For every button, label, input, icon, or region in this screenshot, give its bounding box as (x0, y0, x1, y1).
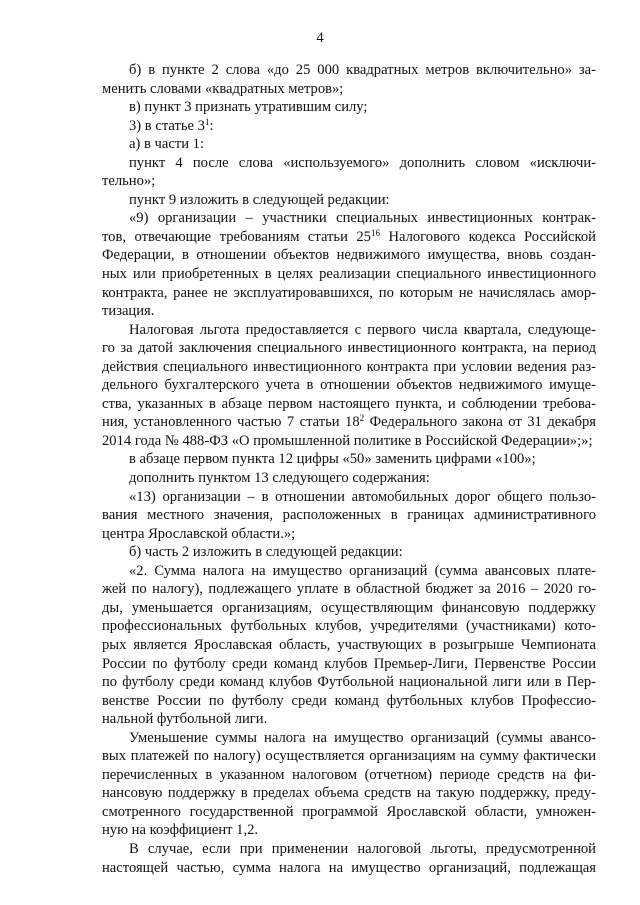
text-line: б) в пункте 2 слова «до 25 000 квадратных метров включительно» за- (129, 62, 596, 78)
text-segment: Федерального закона от 31 декабря (364, 414, 597, 431)
text-line: «9) организации – участники специальных инвестиционных контрак- (129, 210, 596, 227)
text-line: действия специального инвестиционного контракта при условии ведения раз- (102, 358, 596, 375)
text-segment: : (209, 117, 214, 134)
text-line: Налоговая льгота предоставляется с первого числа квартала, следующе- (129, 321, 596, 338)
text-line: жей по налогу), подлежащего уплате в областной бюджет за 2016 – 2020 го- (102, 581, 596, 598)
text-line: а) в части 1: (129, 136, 205, 153)
text-segment: Налогового кодекса Российской (379, 228, 596, 245)
text-line: «2. Сумма налога на имущество организаций (сумма авансовых плате- (129, 562, 596, 579)
text-line: нальной футбольной лиги. (102, 711, 268, 728)
text-line: Федерации, в отношении объектов недвижимого имущества, вновь создан- (102, 247, 596, 264)
text-line: тизация. (102, 303, 155, 320)
text-line: пункт 9 изложить в следующей редакции: (129, 191, 390, 208)
text-line: нансовую поддержку в пределах объема средств на такую поддержку, преду- (102, 785, 596, 802)
superscript: 1 (204, 116, 210, 127)
text-segment: тов, отвечающие требованиям статьи 25 (102, 228, 371, 245)
page-number: 4 (316, 30, 324, 46)
text-line: настоящей частью, сумма налога на имущество организаций, подлежащая (102, 859, 596, 876)
text-segment: ния, установленного частью 7 статьи 18 (102, 414, 360, 431)
text-segment: 3) в статье 3 (129, 117, 205, 134)
text-line: «13) организации – в отношении автомобильных дорог общего пользо- (129, 488, 596, 505)
text-line: в абзаце первом пункта 12 цифры «50» заменить цифрами «100»; (129, 451, 536, 468)
text-line: 2014 года № 488-ФЗ «О промышленной политике в Российской Федерации»;»; (102, 432, 593, 449)
text-line: контракта, ранее не эксплуатировавшихся, по которым не начислялась амор- (102, 284, 596, 301)
text-line: вых платежей по налогу) осуществляется организациям на сумму фактически (102, 748, 596, 765)
text-line: ных или приобретенных в целях реализации специального инвестиционного (102, 266, 596, 283)
text-line: в) пункт 3 признать утратившим силу; (129, 99, 368, 116)
text-line: дополнить пунктом 13 следующего содержания: (129, 470, 430, 487)
document-body (102, 61, 596, 877)
text-line: В случае, если при применении налоговой льготы, предусмотренной (129, 840, 596, 857)
text-line: России по футболу среди команд клубов Премьер-Лиги, Первенстве России (102, 655, 596, 672)
text-line: перечисленных в указанном налоговом (отчетном) периоде средств на фи- (102, 766, 596, 783)
text-line: тельно»; (102, 173, 156, 190)
text-line: ную на коэффициент 1,2. (102, 822, 259, 839)
text-line: ства, указанных в абзаце первом настоящего пункта, и соблюдении требова- (102, 395, 596, 412)
text-line: центра Ярославской области.»; (102, 525, 296, 542)
text-line: ды, уменьшается организациям, осуществляющим финансовую поддержку (102, 599, 596, 616)
superscript: 16 (370, 227, 380, 238)
text-line: по футболу среди команд клубов Футбольной национальной лиги или в Пер- (102, 674, 596, 691)
superscript: 2 (359, 413, 365, 424)
text-line: пункт 4 после слова «используемого» дополнить словом «исключи- (129, 154, 596, 171)
text-line: смотренного государственной программой Ярославской области, умножен- (102, 803, 596, 820)
text-line: го за датой заключения специального инвестиционного контракта, на период (102, 340, 596, 357)
text-line (102, 117, 596, 136)
text-line: венстве России по футболу среди команд футбольных клубов Профессио- (102, 692, 596, 709)
text-line: Уменьшение суммы налога на имущество организаций (суммы авансо- (129, 729, 596, 746)
text-line: профессиональных футбольных клубов, учредителями (участниками) кото- (102, 618, 596, 635)
text-line: рых является Ярославская область, участвующих в розыгрыше Чемпионата (102, 636, 596, 653)
text-line (102, 413, 596, 432)
text-line: менить словами «квадратных метров»; (102, 80, 344, 97)
text-line: вания местного значения, расположенных в границах административного (102, 507, 596, 524)
text-line: б) часть 2 изложить в следующей редакции: (129, 544, 403, 561)
text-line: дельного бухгалтерского учета в отношении объектов недвижимого имуще- (102, 377, 596, 394)
text-line (102, 228, 596, 247)
